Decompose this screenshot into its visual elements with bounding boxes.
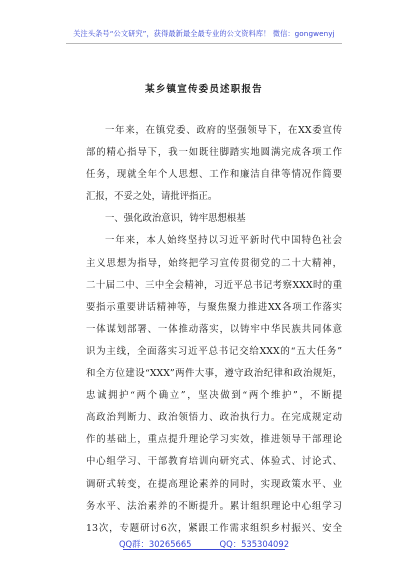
body-text-line: 要指示重要讲话精神等，与聚焦聚力推进XX各项工作落实 xyxy=(86,301,342,313)
header-divider xyxy=(66,43,342,44)
body-text-line: 务水平、法治素养的不断提升。累计组织理论中心组学习 xyxy=(86,500,342,512)
body-text-line: 一年来，本人始终坚持以习近平新时代中国特色社会 xyxy=(105,235,342,247)
body-text-line: 二十届二中、三中全会精神，习近平总书记考察XXX时的重 xyxy=(86,279,342,291)
body-text-line: 忠诚拥护“两个确立”，坚决做到“两个维护”，不断提 xyxy=(86,390,342,402)
body-text-line: 中心组学习、干部教育培训向研究式、体验式、讨论式、 xyxy=(86,456,342,468)
body-text-line: 高政治判断力、政治领悟力、政治执行力。在完成规定动 xyxy=(86,412,342,424)
body-text-line: 识为主线，全面落实习近平总书记交给XXX的“五大任务” xyxy=(86,345,342,357)
footer-qq: QQ：535304092 xyxy=(219,539,290,549)
document-title: 某乡镇宣传委员述职报告 xyxy=(145,84,263,95)
body-text-line: 调研式转变，在提高理论素养的同时，实现政策水平、业 xyxy=(86,478,342,490)
document-body xyxy=(86,120,342,540)
body-text-line: 一体谋划部署、一体推动落实，以铸牢中华民族共同体意 xyxy=(86,323,342,335)
section-heading: 一、强化政治意识，铸牢思想根基 xyxy=(105,213,246,225)
body-text-line: 汇报，不妥之处，请批评指正。 xyxy=(86,191,218,203)
footer-qq-group: QQ群：30265665 xyxy=(118,539,192,549)
header-promo-note: 关注头条号“公文研究”，获得最新最全最专业的公文资料库！ 微信：gongwenyj xyxy=(73,29,335,38)
body-text-line: 13次，专题研讨6次，紧跟工作需求组织乡村振兴、安全 xyxy=(86,522,342,534)
body-text-line: 部的精心指导下，我一如既往脚踏实地圆满完成各项工作 xyxy=(86,147,342,159)
body-text-line: 一年来，在镇党委、政府的坚强领导下，在XX委宣传 xyxy=(105,125,342,136)
body-text-line: 主义思想为指导，始终把学习宣传贯彻党的二十大精神， xyxy=(86,257,342,269)
footer-underline xyxy=(123,549,285,550)
body-text-line: 和全方位建设“XXX”两件大事，遵守政治纪律和政治规矩， xyxy=(86,368,342,380)
body-text-line: 任务，现就全年个人思想、工作和廉洁自律等情况作简要 xyxy=(86,169,342,181)
body-text-line: 作的基础上，重点提升理论学习实效，推进领导干部理论 xyxy=(86,434,342,446)
